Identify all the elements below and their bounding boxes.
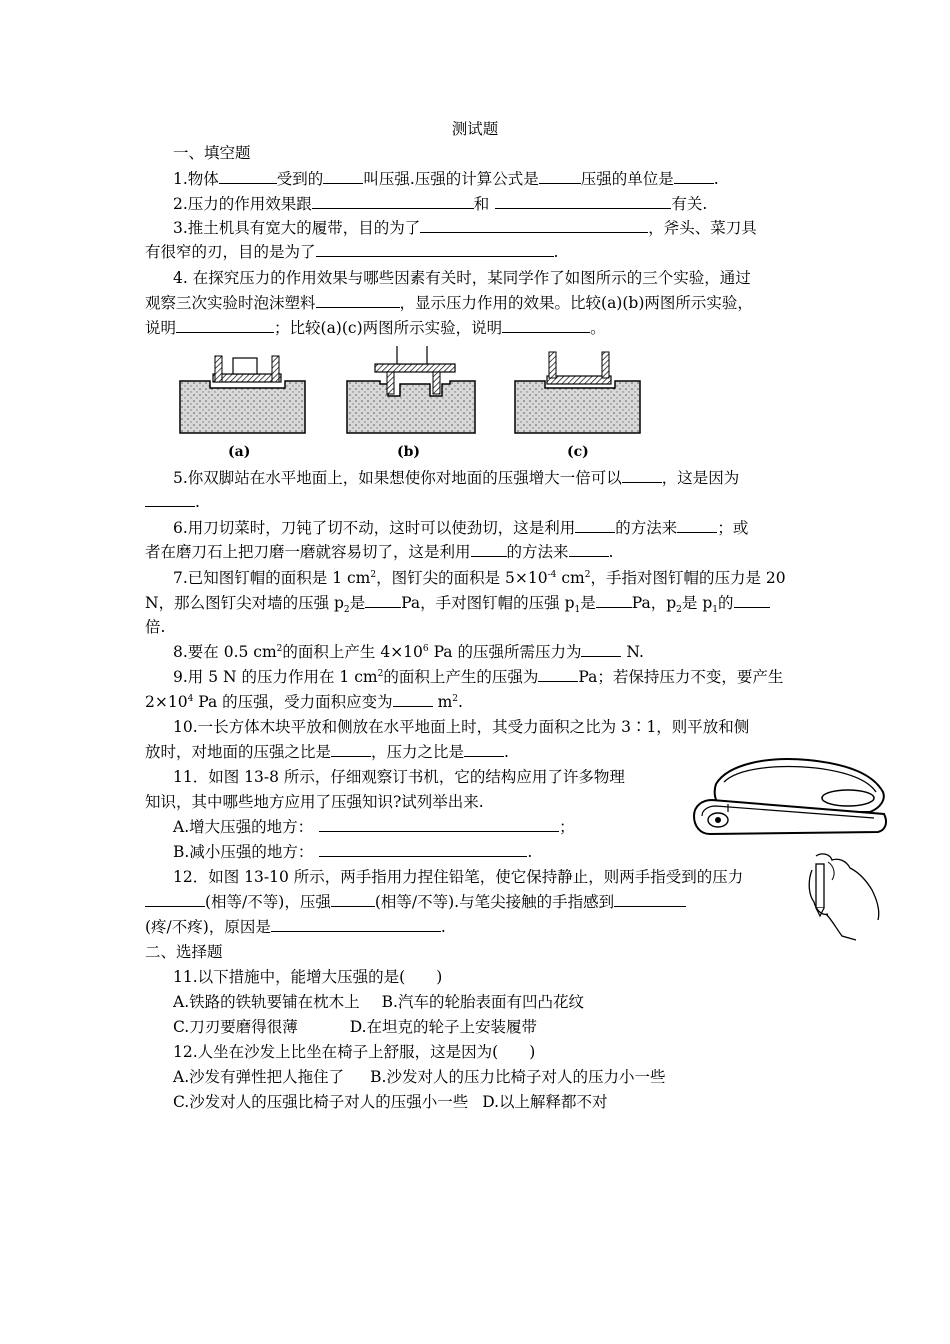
- answer-blank[interactable]: [331, 741, 371, 757]
- answer-blank[interactable]: [581, 641, 621, 657]
- answer-blank[interactable]: [323, 168, 363, 184]
- stapler-icon: [688, 752, 890, 844]
- experiment-b-icon: [347, 346, 475, 433]
- answer-blank[interactable]: [622, 467, 662, 483]
- answer-blank[interactable]: [539, 168, 581, 184]
- question-5-line-2: .: [145, 491, 200, 513]
- answer-blank[interactable]: [176, 317, 274, 333]
- option-a[interactable]: A.铁路的铁轨要铺在枕木上: [173, 993, 360, 1011]
- question-7-line-3: 倍.: [145, 618, 166, 636]
- answer-blank[interactable]: [145, 491, 195, 507]
- answer-blank[interactable]: [393, 691, 433, 707]
- answer-blank[interactable]: [316, 241, 554, 257]
- answer-blank[interactable]: [614, 891, 686, 907]
- section-fill-blank-heading: 一、填空题: [173, 144, 251, 162]
- question-12-line-1: 12．如图 13-10 所示，两手指用力捏住铅笔，使它保持静止，则两手指受到的压力: [173, 868, 744, 886]
- option-a[interactable]: A.沙发有弹性把人拖住了: [173, 1068, 345, 1086]
- question-9-line-2: $2\times 10^4$ Pa 的压强，受力面积应变为 $m^2$.: [145, 693, 463, 711]
- question-5-line-1: 5.你双脚站在水平地面上，如果想使你对地面的压强增大一倍可以 ，这是因为: [173, 469, 740, 487]
- question-7-line-2: N，那么图钉尖对墙的压强 $p_2$是 Pa，手对图钉帽的压强 $p_1$是 Pa，$p_2$是 $p_1$的: [145, 592, 770, 614]
- page-title: 测试题: [451, 120, 499, 138]
- answer-blank[interactable]: [319, 841, 527, 857]
- question-12-line-2: (相等/不等)，压强 (相等/不等).与笔尖接触的手指感到: [145, 891, 686, 913]
- option-d[interactable]: D.在坦克的轮子上安装履带: [349, 1018, 538, 1036]
- mc-question-12: 12.人坐在沙发上比坐在椅子上舒服，这是因为( ): [173, 1043, 536, 1061]
- question-11-option-b: B.减小压强的地方： .: [173, 843, 533, 861]
- question-4-line-3: 说明 ；比较(a)(c)两图所示实验，说明 。: [145, 319, 606, 337]
- answer-blank[interactable]: [569, 541, 609, 557]
- mc-question-11: 11.以下措施中，能增大压强的是( ): [173, 968, 443, 986]
- answer-blank[interactable]: [464, 741, 504, 757]
- mc-question-11-options-cd: [173, 1016, 537, 1038]
- mc-question-12-options-ab: [173, 1066, 665, 1088]
- question-12-line-3: (疼/不疼)，原因是 .: [145, 918, 446, 936]
- question-10-line-2: 放时，对地面的压强之比是 ，压力之比是 .: [145, 743, 509, 761]
- answer-blank[interactable]: [575, 517, 615, 533]
- option-b[interactable]: B.汽车的轮胎表面有凹凸花纹: [381, 993, 584, 1011]
- answer-blank[interactable]: [271, 916, 441, 932]
- question-10-line-1: 10.一长方体木块平放和侧放在水平地面上时，其受力面积之比为 3∶1，则平放和侧: [173, 718, 750, 736]
- question-3-line-1: 3.推土机具有宽大的履带，目的为了 ，斧头、菜刀具: [173, 219, 757, 237]
- question-6-line-2: 者在磨刀石上把刀磨一磨就容易切了，这是利用 的方法来 .: [145, 543, 614, 561]
- answer-blank[interactable]: [365, 592, 401, 608]
- question-11-line-1: 11．如图 13-8 所示，仔细观察订书机，它的结构应用了许多物理: [173, 768, 625, 786]
- answer-blank[interactable]: [145, 891, 205, 907]
- question-11-option-a: A.增大压强的地方： ；: [173, 818, 575, 836]
- answer-blank[interactable]: [674, 168, 714, 184]
- answer-blank[interactable]: [312, 193, 474, 209]
- answer-blank[interactable]: [219, 168, 277, 184]
- question-1: 1.物体 受到的 叫压强.压强的计算公式是 压强的单位是 .: [173, 170, 719, 188]
- answer-blank[interactable]: [538, 666, 578, 682]
- answer-blank[interactable]: [677, 517, 717, 533]
- option-d[interactable]: D.以上解释都不对: [482, 1093, 608, 1111]
- question-9-line-1: 9.用 5 N 的压力作用在 1 $cm^2$的面积上产生的压强为 Pa；若保持压力不变，要产生: [173, 668, 784, 686]
- question-6-line-1: 6.用刀切菜时，刀钝了切不动，这时可以使劲切，这是利用 的方法来 ；或: [173, 519, 749, 537]
- question-7-line-1: 7.已知图钉帽的面积是 1 $cm^2$，图钉尖的面积是 $5\times 10^{-4}$ $cm^2$，手指对图钉帽的压力是 20: [173, 569, 786, 587]
- option-b[interactable]: B.沙发对人的压力比椅子对人的压力小一些: [370, 1068, 666, 1086]
- answer-blank[interactable]: [502, 317, 590, 333]
- figure-caption-c: (c): [567, 444, 589, 460]
- question-3-line-2: 有很窄的刃，目的是为了 .: [145, 243, 559, 261]
- figure-caption-a: (a): [228, 444, 251, 460]
- answer-blank[interactable]: [471, 541, 507, 557]
- answer-blank[interactable]: [420, 217, 648, 233]
- hand-pencil-icon: [806, 850, 882, 942]
- figure-caption-b: (b): [397, 444, 421, 460]
- option-c[interactable]: C.刀刃要磨得很薄: [173, 1018, 298, 1036]
- question-2: 2.压力的作用效果跟 和 有关.: [173, 195, 708, 213]
- section-multiple-choice-heading: 二、选择题: [145, 943, 223, 961]
- question-4-line-2: 观察三次实验时泡沫塑料 ，显示压力作用的效果。比较(a)(b)两图所示实验，: [145, 294, 753, 312]
- question-4-line-1: 4. 在探究压力的作用效果与哪些因素有关时，某同学作了如图所示的三个实验，通过: [173, 269, 751, 287]
- answer-blank[interactable]: [319, 816, 559, 832]
- option-c[interactable]: C.沙发对人的压强比椅子对人的压强小一些: [173, 1093, 469, 1111]
- answer-blank[interactable]: [495, 193, 671, 209]
- mc-question-12-options-cd: [173, 1091, 608, 1113]
- mc-question-11-options-ab: [173, 991, 584, 1013]
- question-11-line-2: 知识，其中哪些地方应用了压强知识?试列举出来.: [145, 793, 484, 811]
- pressure-experiment-figure: [175, 346, 645, 464]
- question-8: 8.要在 0.5 $cm^2$的面积上产生 $4\times 10^6$ Pa 的压强所需压力为 N.: [173, 643, 644, 661]
- answer-blank[interactable]: [316, 292, 400, 308]
- answer-blank[interactable]: [331, 891, 375, 907]
- experiment-a-icon: [180, 356, 305, 433]
- answer-blank[interactable]: [734, 592, 770, 608]
- experiment-c-icon: [515, 352, 640, 433]
- answer-blank[interactable]: [596, 592, 632, 608]
